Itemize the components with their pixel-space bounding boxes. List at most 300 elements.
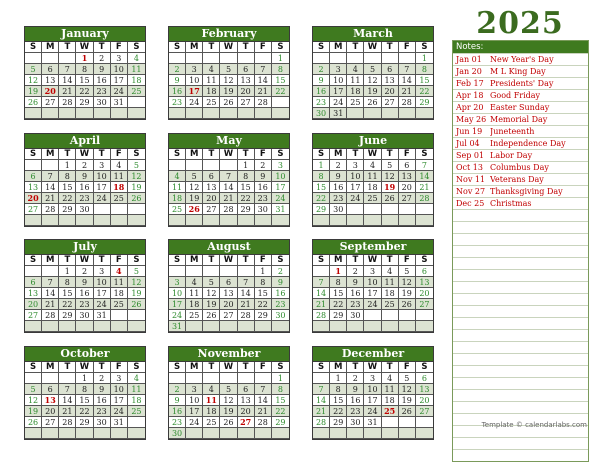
day-cell: 1 [59,266,76,277]
weekday-header: T [347,42,364,53]
weekday-header: F [255,255,272,266]
day-cell: 3 [347,160,364,171]
weekday-header: F [399,149,416,160]
day-cell: 3 [94,160,111,171]
empty-day-cell [416,204,433,215]
day-cell: 24 [94,299,111,310]
day-cell: 16 [330,182,347,193]
day-cell: 11 [111,171,128,182]
holiday-name: New Year's Day [490,55,554,64]
empty-day-cell [238,428,255,439]
day-cell: 14 [313,288,330,299]
day-cell: 30 [94,97,111,108]
holiday-name: Thanksgiving Day [490,187,563,196]
day-cell: 16 [347,288,364,299]
holiday-note-row [453,101,588,113]
weekday-header: F [399,362,416,373]
day-cell: 30 [313,108,330,119]
day-cell: 12 [203,288,220,299]
day-cell: 21 [59,86,76,97]
day-cell: 10 [111,64,128,75]
empty-day-cell [169,266,186,277]
weekday-header: T [94,255,111,266]
day-cell: 12 [364,75,381,86]
month-title: January [25,27,145,42]
month-august [168,239,290,333]
day-cell: 2 [76,266,93,277]
day-cell: 31 [364,417,381,428]
day-cell: 28 [416,193,433,204]
day-cell: 21 [59,406,76,417]
holiday-note-row [453,77,588,89]
empty-day-cell [416,108,433,119]
day-cell: 15 [59,182,76,193]
day-cell: 19 [220,86,237,97]
empty-day-cell [169,215,186,226]
day-cell: 15 [272,75,289,86]
day-cell: 29 [330,417,347,428]
day-cell: 8 [76,64,93,75]
empty-day-cell [203,215,220,226]
weekday-header: W [364,362,381,373]
month-days-grid [169,362,289,439]
empty-day-cell [220,108,237,119]
day-cell: 25 [203,417,220,428]
day-cell: 13 [382,75,399,86]
weekday-header: S [25,255,42,266]
day-cell: 26 [382,193,399,204]
day-cell: 10 [364,277,381,288]
weekday-header: T [59,149,76,160]
day-cell: 3 [186,384,203,395]
holiday-date: May 26 [456,115,487,124]
blank-note-row [453,389,588,401]
empty-day-cell [330,428,347,439]
weekday-header: T [238,42,255,53]
day-cell: 2 [94,373,111,384]
day-cell: 4 [382,266,399,277]
day-cell: 13 [42,395,59,406]
blank-note-row [453,209,588,221]
weekday-header: T [94,149,111,160]
day-cell: 1 [272,53,289,64]
day-cell: 3 [272,160,289,171]
month-days-grid [25,255,145,332]
day-cell: 11 [128,64,145,75]
day-cell: 1 [59,160,76,171]
empty-day-cell [255,373,272,384]
empty-day-cell [94,108,111,119]
holiday-date: Jul 04 [456,139,480,148]
day-cell: 26 [203,310,220,321]
empty-day-cell [59,53,76,64]
empty-day-cell [25,108,42,119]
day-cell: 24 [186,417,203,428]
day-cell: 30 [76,310,93,321]
holiday-note-row [453,197,588,209]
blank-note-row [453,257,588,269]
day-cell: 21 [399,86,416,97]
day-cell: 6 [238,384,255,395]
day-cell: 24 [347,193,364,204]
day-cell: 6 [238,64,255,75]
month-title: April [25,134,145,149]
empty-day-cell [25,266,42,277]
day-cell: 14 [59,75,76,86]
blank-note-row [453,401,588,413]
holiday-name: Memorial Day [490,115,548,124]
day-cell: 21 [238,299,255,310]
day-cell: 30 [330,204,347,215]
month-june [312,133,434,227]
day-cell: 25 [203,97,220,108]
day-cell: 20 [203,193,220,204]
weekday-header: W [364,149,381,160]
holiday-note-row [453,53,588,65]
day-cell: 14 [59,395,76,406]
blank-note-row [453,245,588,257]
day-cell: 27 [416,299,433,310]
month-april [24,133,146,227]
day-cell: 6 [416,266,433,277]
blank-note-row [453,317,588,329]
holiday-note-row [453,149,588,161]
day-cell: 5 [203,277,220,288]
empty-day-cell [347,428,364,439]
notes-list [453,53,588,461]
empty-day-cell [42,215,59,226]
day-cell: 12 [399,384,416,395]
day-cell: 22 [238,193,255,204]
weekday-header: S [128,42,145,53]
day-cell: 13 [42,75,59,86]
day-cell: 4 [169,171,186,182]
holiday-name: Easter Sunday [490,103,550,112]
day-cell: 4 [347,64,364,75]
weekday-header: F [111,255,128,266]
day-cell: 9 [76,277,93,288]
empty-day-cell [399,321,416,332]
day-cell: 20 [220,299,237,310]
weekday-header: S [25,149,42,160]
empty-day-cell [382,428,399,439]
day-cell: 9 [169,395,186,406]
empty-day-cell [59,108,76,119]
weekday-header: F [111,362,128,373]
day-cell: 23 [272,299,289,310]
day-cell: 24 [330,97,347,108]
day-cell: 18 [382,288,399,299]
day-cell: 23 [313,97,330,108]
weekday-header: S [169,362,186,373]
empty-day-cell [25,215,42,226]
day-cell: 13 [25,182,42,193]
holiday-note-row [453,137,588,149]
weekday-header: W [76,255,93,266]
empty-day-cell [364,215,381,226]
day-cell: 21 [313,406,330,417]
day-cell: 12 [25,395,42,406]
day-cell: 31 [330,108,347,119]
day-cell: 21 [42,299,59,310]
day-cell: 3 [186,64,203,75]
empty-day-cell [313,428,330,439]
day-cell: 17 [111,75,128,86]
weekday-header: S [313,42,330,53]
day-cell: 2 [272,266,289,277]
weekday-header: S [272,362,289,373]
day-cell: 23 [169,417,186,428]
day-cell: 14 [238,288,255,299]
weekday-header: M [42,42,59,53]
day-cell: 30 [94,417,111,428]
day-cell: 19 [399,395,416,406]
day-cell: 26 [220,97,237,108]
day-cell: 9 [76,171,93,182]
day-cell: 14 [220,182,237,193]
month-title: June [313,134,433,149]
day-cell: 14 [42,288,59,299]
weekday-header: W [220,255,237,266]
empty-day-cell [330,321,347,332]
day-cell: 21 [220,193,237,204]
day-cell: 28 [313,310,330,321]
weekday-header: W [220,42,237,53]
empty-day-cell [364,204,381,215]
day-cell: 22 [416,86,433,97]
day-cell: 30 [347,310,364,321]
day-cell: 26 [220,417,237,428]
weekday-header: S [416,149,433,160]
day-cell: 4 [111,266,128,277]
day-cell: 19 [382,182,399,193]
day-cell: 9 [94,64,111,75]
empty-day-cell [186,321,203,332]
day-cell: 31 [272,204,289,215]
day-cell: 30 [347,417,364,428]
day-cell: 12 [220,75,237,86]
day-cell: 22 [272,86,289,97]
day-cell: 11 [111,277,128,288]
day-cell: 16 [76,288,93,299]
blank-note-row [453,365,588,377]
empty-day-cell [330,53,347,64]
day-cell: 23 [169,97,186,108]
day-cell: 25 [382,299,399,310]
empty-day-cell [238,373,255,384]
day-cell: 13 [203,182,220,193]
weekday-header: S [169,255,186,266]
empty-day-cell [382,417,399,428]
day-cell: 24 [364,299,381,310]
day-cell: 7 [42,171,59,182]
day-cell: 27 [42,417,59,428]
empty-day-cell [347,108,364,119]
weekday-header: T [203,362,220,373]
day-cell: 8 [59,277,76,288]
blank-note-row [453,449,588,461]
empty-day-cell [203,266,220,277]
empty-day-cell [272,428,289,439]
weekday-header: M [330,362,347,373]
empty-day-cell [111,108,128,119]
day-cell: 5 [128,266,145,277]
day-cell: 22 [330,406,347,417]
day-cell: 27 [238,97,255,108]
weekday-header: T [203,149,220,160]
day-cell: 29 [313,204,330,215]
day-cell: 6 [25,171,42,182]
empty-day-cell [186,266,203,277]
day-cell: 16 [313,86,330,97]
month-title: October [25,347,145,362]
month-september [312,239,434,333]
blank-note-row [453,293,588,305]
day-cell: 18 [186,299,203,310]
day-cell: 8 [59,171,76,182]
empty-day-cell [255,53,272,64]
empty-day-cell [76,108,93,119]
day-cell: 15 [272,395,289,406]
month-days-grid [313,255,433,332]
weekday-header: W [220,362,237,373]
day-cell: 7 [238,277,255,288]
day-cell: 17 [347,182,364,193]
day-cell: 24 [364,406,381,417]
weekday-header: S [313,149,330,160]
day-cell: 13 [25,288,42,299]
day-cell: 2 [330,160,347,171]
weekday-header: W [364,255,381,266]
empty-day-cell [169,160,186,171]
day-cell: 31 [94,310,111,321]
empty-day-cell [382,310,399,321]
day-cell: 27 [25,310,42,321]
holiday-date: Nov 11 [456,175,486,184]
day-cell: 26 [186,204,203,215]
empty-day-cell [313,266,330,277]
day-cell: 1 [255,266,272,277]
weekday-header: M [42,362,59,373]
day-cell: 20 [42,86,59,97]
weekday-header: T [382,255,399,266]
month-days-grid [25,362,145,439]
day-cell: 9 [347,384,364,395]
day-cell: 13 [416,384,433,395]
day-cell: 29 [330,310,347,321]
empty-day-cell [42,428,59,439]
day-cell: 7 [313,384,330,395]
day-cell: 22 [330,299,347,310]
day-cell: 1 [330,266,347,277]
empty-day-cell [399,310,416,321]
day-cell: 5 [382,160,399,171]
holiday-name: M L King Day [490,67,546,76]
day-cell: 24 [111,406,128,417]
day-cell: 12 [220,395,237,406]
holiday-date: Feb 17 [456,79,484,88]
day-cell: 27 [25,204,42,215]
month-days-grid [169,149,289,226]
day-cell: 10 [364,384,381,395]
empty-day-cell [94,215,111,226]
empty-day-cell [272,97,289,108]
day-cell: 20 [416,288,433,299]
weekday-header: M [186,362,203,373]
day-cell: 28 [255,417,272,428]
day-cell: 2 [76,160,93,171]
day-cell: 5 [399,266,416,277]
month-october [24,346,146,440]
blank-note-row [453,377,588,389]
empty-day-cell [238,108,255,119]
day-cell: 17 [111,395,128,406]
month-title: November [169,347,289,362]
day-cell: 16 [255,182,272,193]
day-cell: 15 [330,288,347,299]
empty-day-cell [186,428,203,439]
day-cell: 5 [128,160,145,171]
day-cell: 18 [203,86,220,97]
day-cell: 8 [272,64,289,75]
weekday-header: T [347,149,364,160]
empty-day-cell [416,321,433,332]
blank-note-row [453,341,588,353]
day-cell: 9 [347,277,364,288]
day-cell: 6 [382,64,399,75]
day-cell: 10 [94,171,111,182]
month-july [24,239,146,333]
day-cell: 16 [94,75,111,86]
weekday-header: S [128,255,145,266]
weekday-header: T [238,149,255,160]
day-cell: 15 [313,182,330,193]
empty-day-cell [313,215,330,226]
weekday-header: S [272,42,289,53]
footer-credit: Template © calendarlabs.com [481,421,587,429]
holiday-note-row [453,89,588,101]
day-cell: 8 [313,171,330,182]
empty-day-cell [382,53,399,64]
weekday-header: F [255,42,272,53]
day-cell: 16 [76,182,93,193]
holiday-name: Columbus Day [490,163,549,172]
holiday-note-row [453,173,588,185]
day-cell: 22 [59,193,76,204]
day-cell: 31 [169,321,186,332]
day-cell: 25 [169,204,186,215]
weekday-header: T [238,362,255,373]
day-cell: 19 [186,193,203,204]
day-cell: 28 [42,204,59,215]
day-cell: 3 [111,53,128,64]
weekday-header: T [59,362,76,373]
month-title: May [169,134,289,149]
empty-day-cell [94,428,111,439]
month-days-grid [169,255,289,332]
day-cell: 2 [94,53,111,64]
day-cell: 8 [330,277,347,288]
day-cell: 6 [399,160,416,171]
weekday-header: S [313,362,330,373]
day-cell: 5 [25,64,42,75]
empty-day-cell [128,215,145,226]
day-cell: 6 [42,384,59,395]
day-cell: 21 [416,182,433,193]
empty-day-cell [128,310,145,321]
day-cell: 29 [59,204,76,215]
day-cell: 13 [238,75,255,86]
